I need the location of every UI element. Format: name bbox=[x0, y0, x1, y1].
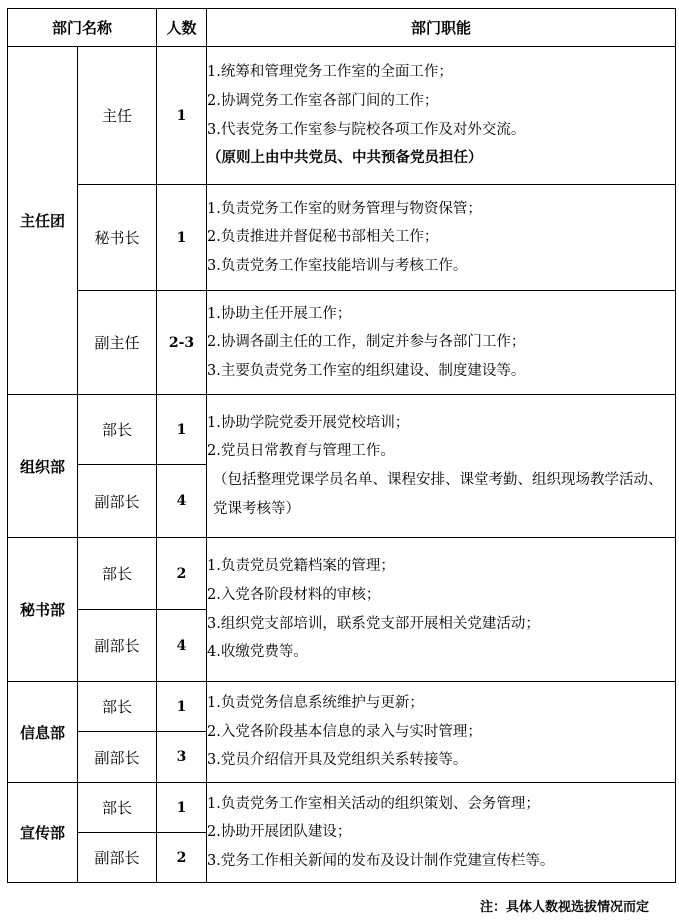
dept-name-xinxi: 信息部 bbox=[8, 682, 78, 783]
duty-line: 2.协助开展团队建设； bbox=[207, 824, 352, 841]
role-count: 1 bbox=[157, 682, 207, 732]
duty-line: 3.党员介绍信开具及党组织关系转接等。 bbox=[207, 752, 468, 769]
dept-name-zuzhi: 组织部 bbox=[8, 395, 78, 538]
role-count: 1 bbox=[157, 783, 207, 833]
role-title: 秘书长 bbox=[78, 185, 157, 291]
footnote: 注：具体人数视选拔情况而定 bbox=[479, 900, 649, 915]
duty-line: 3.负责党务工作室技能培训与考核工作。 bbox=[207, 257, 468, 274]
dept-name-zhuren: 主任团 bbox=[8, 47, 78, 395]
role-title: 部长 bbox=[78, 783, 157, 833]
duty-line: 1.负责党员党籍档案的管理； bbox=[207, 558, 395, 575]
role-count: 1 bbox=[157, 185, 207, 291]
duty-line: 1.统筹和管理党务工作室的全面工作； bbox=[207, 64, 453, 81]
duty-note: （包括整理党课学员名单、课程安排、课堂考勤、组织现场教学活动、党课考核等） bbox=[213, 472, 663, 517]
role-count: 4 bbox=[157, 610, 207, 682]
department-table bbox=[7, 8, 676, 883]
role-count: 2 bbox=[157, 833, 207, 883]
duty-line: 2.负责推进并督促秘书部相关工作； bbox=[207, 229, 439, 246]
duty-line: 1.协助学院党委开展党校培训； bbox=[207, 414, 410, 431]
duties-cell bbox=[207, 682, 676, 783]
role-title: 副主任 bbox=[78, 291, 157, 395]
duties-cell bbox=[207, 291, 676, 395]
duty-line: 2.协调党务工作室各部门间的工作； bbox=[207, 92, 439, 109]
table-row bbox=[8, 47, 676, 185]
role-count: 1 bbox=[157, 395, 207, 465]
role-title: 主任 bbox=[78, 47, 157, 185]
table-row bbox=[8, 682, 676, 732]
duties-cell bbox=[207, 185, 676, 291]
role-title: 部长 bbox=[78, 682, 157, 732]
role-count: 2 bbox=[157, 538, 207, 610]
table-row bbox=[8, 185, 676, 291]
role-title: 副部长 bbox=[78, 610, 157, 682]
header-row bbox=[8, 9, 676, 47]
role-count: 4 bbox=[157, 465, 207, 538]
dept-name-xuanchuan: 宣传部 bbox=[8, 783, 78, 883]
role-count: 3 bbox=[157, 732, 207, 783]
header-count: 人数 bbox=[157, 9, 207, 47]
role-title: 副部长 bbox=[78, 732, 157, 783]
role-title: 副部长 bbox=[78, 833, 157, 883]
duty-line: 2.入党各阶段材料的审核； bbox=[207, 586, 381, 603]
duties-cell bbox=[207, 395, 676, 538]
duty-note: （原则上由中共党员、中共预备党员担任） bbox=[207, 149, 483, 167]
role-title: 部长 bbox=[78, 538, 157, 610]
duties-cell bbox=[207, 47, 676, 185]
duty-line: 3.代表党务工作室参与院校各项工作及对外交流。 bbox=[207, 121, 526, 138]
duties-cell bbox=[207, 538, 676, 682]
duty-line: 1.负责党务工作室的财务管理与物资保管； bbox=[207, 200, 482, 217]
duty-line: 3.主要负责党务工作室的组织建设、制度建设等。 bbox=[207, 362, 526, 379]
role-title: 副部长 bbox=[78, 465, 157, 538]
role-count: 1 bbox=[157, 47, 207, 185]
table-row bbox=[8, 538, 676, 610]
header-duties: 部门职能 bbox=[207, 9, 676, 47]
duty-line: 1.负责党务工作室相关活动的组织策划、会务管理； bbox=[207, 795, 540, 812]
dept-name-mishu: 秘书部 bbox=[8, 538, 78, 682]
table-row bbox=[8, 783, 676, 833]
table-row bbox=[8, 395, 676, 465]
duty-line: 2.协调各副主任的工作，制定并参与各部门工作； bbox=[207, 334, 526, 351]
role-count: 2-3 bbox=[157, 291, 207, 395]
duty-line: 4.收缴党费等。 bbox=[207, 644, 308, 661]
header-dept-name: 部门名称 bbox=[8, 9, 157, 47]
duty-line: 3.组织党支部培训，联系党支部开展相关党建活动； bbox=[207, 615, 540, 632]
duty-line: 3.党务工作相关新闻的发布及设计制作党建宣传栏等。 bbox=[207, 852, 555, 869]
duty-line: 2.入党各阶段基本信息的录入与实时管理； bbox=[207, 723, 482, 740]
duty-line: 1.协助主任开展工作； bbox=[207, 305, 352, 322]
duties-cell bbox=[207, 783, 676, 883]
role-title: 部长 bbox=[78, 395, 157, 465]
duty-line: 2.党员日常教育与管理工作。 bbox=[207, 443, 395, 460]
duty-line: 1.负责党务信息系统维护与更新； bbox=[207, 695, 424, 712]
table-row bbox=[8, 291, 676, 395]
